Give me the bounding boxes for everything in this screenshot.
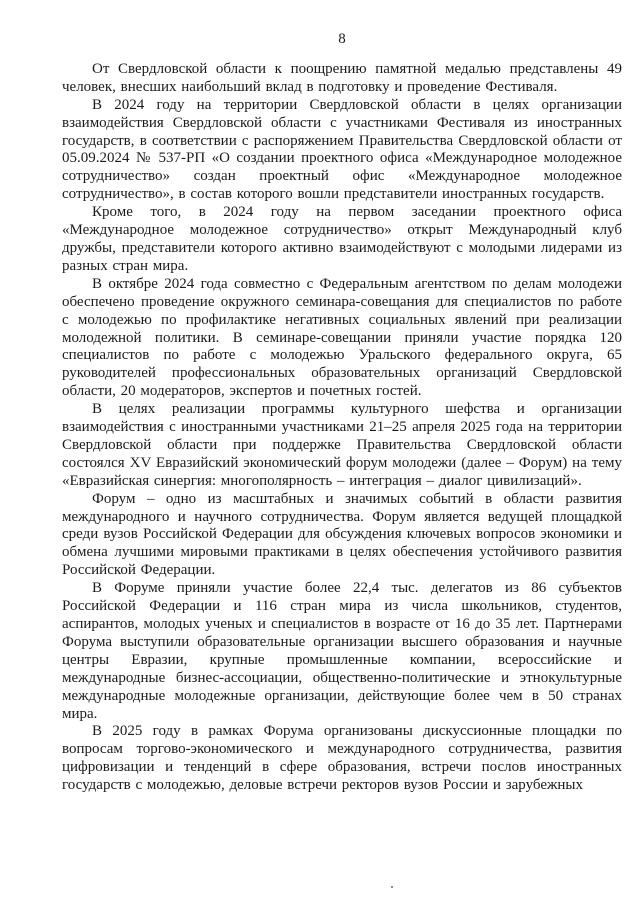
paragraph-project-office-creation: В 2024 году на территории Свердловской области в целях организации взаимодействия Свердловской области с участниками Фестиваля из иностранных государств, в соответствии с распоряжением Правительства Свердловской области от 05.09.2024 № 537-РП «О создании проектного офиса «Международное молодежное сотрудничество» создан проектный офис «Международное молодежное сотрудничество», в состав которого вошли представители иностранных государств. xyxy=(62,96,622,203)
paragraph-eurasian-forum: В целях реализации программы культурного шефства и организации взаимодействия с иностранными участниками 21–25 апреля 2025 года на территории Свердловской области при поддержке Правительства Свердловской области состоялся XV Евразийский экономический форум молодежи (далее – Форум) на тему «Евразийская синергия: многополярность – интеграция – диалог цивилизаций». xyxy=(62,401,622,489)
paragraph-forum-2025-platforms: В 2025 году в рамках Форума организованы дискуссионные площадки по вопросам торгово-экономического и международного сотрудничества, развития цифровизации и тенденций в сфере образования, встречи послов иностранных государств с молодежью, деловые встречи ректоров вузов России и зарубежных xyxy=(62,723,622,794)
scan-artifact-dot xyxy=(391,886,393,888)
paragraph-forum-participants: В Форуме приняли участие более 22,4 тыс. делегатов из 86 субъектов Российской Федерации и 116 стран мира из числа школьников, студентов, аспирантов, молодых ученых и специалистов в возрасте от 16 до 35 лет. Партнерами Форума выступили образовательные организации высшего образования и научные центры Евразии, крупные промышленные компании, всероссийские и международные бизнес-ассоциации, общественно-политические и этнокультурные международные молодежные организации, действующие более чем в 50 странах мира. xyxy=(62,580,622,722)
page-number: 8 xyxy=(338,31,346,47)
paragraph-seminar-october-2024: В октябре 2024 года совместно с Федеральным агентством по делам молодежи обеспечено проведение окружного семинара-совещания для специалистов по работе с молодежью по профилактике негативных социальных явлений при реализации молодежной политики. В семинаре-совещании приняли участие порядка 120 специалистов по работе с молодежью Уральского федерального округа, 65 руководителей профессиональных образовательных организаций Свердловской области, 20 модераторов, экспертов и почетных гостей. xyxy=(62,275,622,400)
paragraph-friendship-club: Кроме того, в 2024 году на первом заседании проектного офиса «Международное молодежное сотрудничество» открыт Международный клуб дружбы, представители которого активно взаимодействуют с молодыми лидерами из разных стран мира. xyxy=(62,204,622,274)
body-text xyxy=(62,61,622,795)
paragraph-forum-description: Форум – одно из масштабных и значимых событий в области развития международного и научного сотрудничества. Форум является ведущей площадкой среди вузов Российской Федерации для обсуждения ключевых вопросов экономики и обмена лучшими мировыми практиками в целях обеспечения устойчивого развития Российской Федерации. xyxy=(62,490,622,579)
paragraph-medal-award: От Свердловской области к поощрению памятной медалью представлены 49 человек, внесших наибольший вклад в подготовку и проведение Фестиваля. xyxy=(62,60,622,95)
